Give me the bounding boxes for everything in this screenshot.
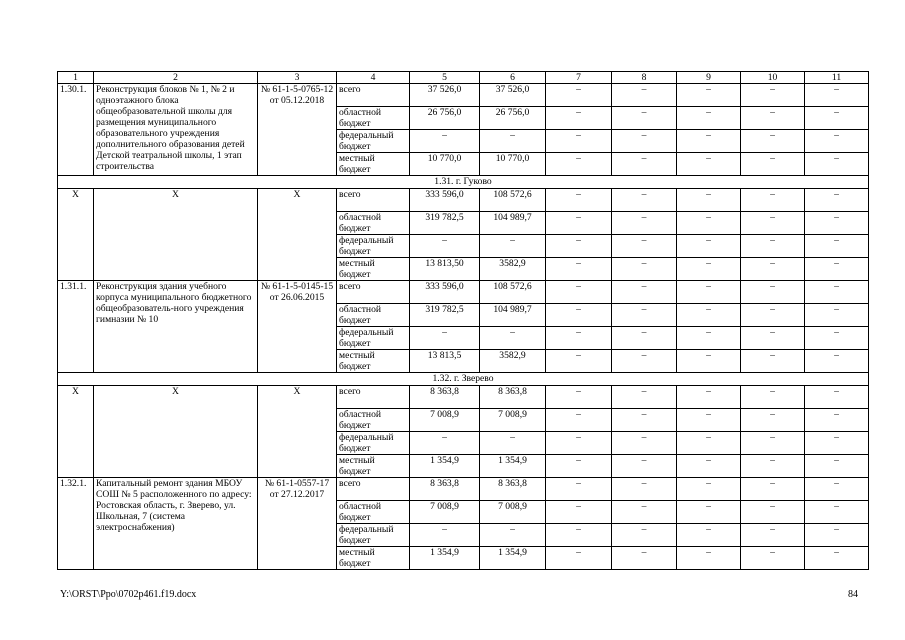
empty-value-cell: – (612, 432, 677, 455)
empty-value-cell: – (741, 107, 805, 130)
project-document: Х (258, 386, 337, 478)
empty-value-cell: – (546, 107, 612, 130)
empty-value-cell: – (805, 478, 869, 501)
empty-value-cell: – (546, 212, 612, 235)
empty-value-cell: – (612, 84, 677, 107)
object-name: Капитальный ремонт здания МБОУ СОШ № 5 расположенного по адресу: Ростовская область, г. Зверево, ул. Школьная, 7 (система электроснабжения) (94, 478, 258, 570)
total-cost-value: – (410, 327, 480, 350)
empty-value-cell: – (612, 350, 677, 373)
empty-value-cell: – (741, 524, 805, 547)
empty-value-cell: – (546, 409, 612, 432)
empty-value-cell: – (612, 258, 677, 281)
column-number: 3 (258, 72, 337, 84)
year-amount-value: 26 756,0 (480, 107, 546, 130)
funding-source: всего (337, 478, 410, 501)
funding-source: областной бюджет (337, 107, 410, 130)
empty-value-cell: – (805, 107, 869, 130)
funding-source: местный бюджет (337, 350, 410, 373)
empty-value-cell: – (612, 455, 677, 478)
empty-value-cell: – (612, 386, 677, 409)
year-amount-value: 3582,9 (480, 258, 546, 281)
total-cost-value: 319 782,5 (410, 304, 480, 327)
object-number: 1.30.1. (58, 84, 94, 176)
total-cost-value: 13 813,5 (410, 350, 480, 373)
total-cost-value: 333 596,0 (410, 281, 480, 304)
year-amount-value: 7 008,9 (480, 409, 546, 432)
empty-value-cell: – (741, 327, 805, 350)
year-amount-value: 37 526,0 (480, 84, 546, 107)
empty-value-cell: – (741, 235, 805, 258)
column-number: 1 (58, 72, 94, 84)
empty-value-cell: – (741, 547, 805, 570)
total-cost-value: – (410, 524, 480, 547)
table-row (58, 281, 869, 304)
empty-value-cell: – (805, 455, 869, 478)
column-number: 6 (480, 72, 546, 84)
empty-value-cell: – (805, 409, 869, 432)
funding-source: всего (337, 281, 410, 304)
total-cost-value: 1 354,9 (410, 455, 480, 478)
empty-value-cell: – (805, 189, 869, 212)
empty-value-cell: – (677, 478, 741, 501)
empty-value-cell: – (546, 478, 612, 501)
year-amount-value: 1 354,9 (480, 455, 546, 478)
empty-value-cell: – (546, 258, 612, 281)
empty-value-cell: – (741, 153, 805, 176)
empty-value-cell: – (677, 84, 741, 107)
column-number: 10 (741, 72, 805, 84)
empty-value-cell: – (677, 409, 741, 432)
empty-value-cell: – (612, 281, 677, 304)
table-row (58, 386, 869, 409)
empty-value-cell: – (741, 304, 805, 327)
total-cost-value: 26 756,0 (410, 107, 480, 130)
empty-value-cell: – (546, 547, 612, 570)
object-name: Х (94, 386, 258, 478)
empty-value-cell: – (805, 258, 869, 281)
column-number: 5 (410, 72, 480, 84)
year-amount-value: – (480, 327, 546, 350)
total-cost-value: – (410, 432, 480, 455)
table-row (58, 189, 869, 212)
empty-value-cell: – (677, 212, 741, 235)
empty-value-cell: – (805, 350, 869, 373)
year-amount-value: 10 770,0 (480, 153, 546, 176)
empty-value-cell: – (677, 235, 741, 258)
year-amount-value: – (480, 235, 546, 258)
empty-value-cell: – (612, 409, 677, 432)
empty-value-cell: – (546, 189, 612, 212)
year-amount-value: 104 989,7 (480, 212, 546, 235)
year-amount-value: 108 572,6 (480, 189, 546, 212)
total-cost-value: 7 008,9 (410, 501, 480, 524)
total-cost-value: 1 354,9 (410, 547, 480, 570)
funding-source: местный бюджет (337, 547, 410, 570)
empty-value-cell: – (805, 235, 869, 258)
empty-value-cell: – (677, 130, 741, 153)
funding-source: местный бюджет (337, 258, 410, 281)
project-document: № 61-1-0557-17 от 27.12.2017 (258, 478, 337, 570)
empty-value-cell: – (805, 212, 869, 235)
empty-value-cell: – (805, 130, 869, 153)
funding-source: областной бюджет (337, 409, 410, 432)
empty-value-cell: – (677, 107, 741, 130)
total-cost-value: 8 363,8 (410, 478, 480, 501)
column-number: 7 (546, 72, 612, 84)
object-name: Реконструкция здания учебного корпуса муниципального бюджетного общеобразователь-ного учреждения гимназии № 10 (94, 281, 258, 373)
empty-value-cell: – (612, 478, 677, 501)
empty-value-cell: – (677, 547, 741, 570)
budget-table (57, 71, 869, 570)
empty-value-cell: – (677, 258, 741, 281)
empty-value-cell: – (741, 478, 805, 501)
year-amount-value: 104 989,7 (480, 304, 546, 327)
file-path: Y:\ORST\Ppo\0702p461.f19.docx (60, 589, 197, 600)
empty-value-cell: – (805, 432, 869, 455)
table-row (58, 478, 869, 501)
year-amount-value: 8 363,8 (480, 478, 546, 501)
empty-value-cell: – (546, 130, 612, 153)
funding-source: местный бюджет (337, 153, 410, 176)
empty-value-cell: – (741, 189, 805, 212)
total-cost-value: 37 526,0 (410, 84, 480, 107)
empty-value-cell: – (546, 153, 612, 176)
object-name: Х (94, 189, 258, 281)
empty-value-cell: – (677, 386, 741, 409)
funding-source: федеральный бюджет (337, 524, 410, 547)
year-amount-value: 7 008,9 (480, 501, 546, 524)
column-number-row (58, 72, 869, 84)
year-amount-value: 8 363,8 (480, 386, 546, 409)
funding-source: областной бюджет (337, 212, 410, 235)
empty-value-cell: – (741, 501, 805, 524)
empty-value-cell: – (612, 327, 677, 350)
empty-value-cell: – (741, 281, 805, 304)
empty-value-cell: – (612, 524, 677, 547)
column-number: 8 (612, 72, 677, 84)
project-document: Х (258, 189, 337, 281)
total-cost-value: 7 008,9 (410, 409, 480, 432)
funding-source: всего (337, 386, 410, 409)
empty-value-cell: – (677, 189, 741, 212)
column-number: 11 (805, 72, 869, 84)
empty-value-cell: – (546, 386, 612, 409)
object-number: 1.31.1. (58, 281, 94, 373)
empty-value-cell: – (677, 501, 741, 524)
total-cost-value: 319 782,5 (410, 212, 480, 235)
section-title-row (58, 373, 869, 386)
empty-value-cell: – (741, 130, 805, 153)
year-amount-value: 3582,9 (480, 350, 546, 373)
empty-value-cell: – (612, 501, 677, 524)
total-cost-value: 10 770,0 (410, 153, 480, 176)
year-amount-value: 108 572,6 (480, 281, 546, 304)
empty-value-cell: – (805, 501, 869, 524)
table-body (58, 72, 869, 570)
empty-value-cell: – (546, 501, 612, 524)
empty-value-cell: – (612, 235, 677, 258)
empty-value-cell: – (546, 524, 612, 547)
funding-source: областной бюджет (337, 501, 410, 524)
object-name: Реконструкция блоков № 1, № 2 и одноэтажного блока общеобразовательной школы для размещения муниципального образовательного учреждения дополнительного образования детей Детской театральной школы, 1 этап строительства (94, 84, 258, 176)
object-number: Х (58, 189, 94, 281)
total-cost-value: 13 813,50 (410, 258, 480, 281)
funding-source: всего (337, 84, 410, 107)
empty-value-cell: – (805, 524, 869, 547)
section-title: 1.32. г. Зверево (58, 373, 869, 386)
section-title: 1.31. г. Гуково (58, 176, 869, 189)
empty-value-cell: – (741, 432, 805, 455)
empty-value-cell: – (805, 304, 869, 327)
total-cost-value: – (410, 130, 480, 153)
funding-source: федеральный бюджет (337, 130, 410, 153)
year-amount-value: 1 354,9 (480, 547, 546, 570)
empty-value-cell: – (546, 327, 612, 350)
total-cost-value: 333 596,0 (410, 189, 480, 212)
year-amount-value: – (480, 432, 546, 455)
empty-value-cell: – (612, 130, 677, 153)
empty-value-cell: – (546, 304, 612, 327)
empty-value-cell: – (741, 84, 805, 107)
empty-value-cell: – (677, 432, 741, 455)
funding-source: всего (337, 189, 410, 212)
funding-source: федеральный бюджет (337, 432, 410, 455)
empty-value-cell: – (741, 386, 805, 409)
empty-value-cell: – (677, 281, 741, 304)
empty-value-cell: – (546, 455, 612, 478)
empty-value-cell: – (612, 153, 677, 176)
empty-value-cell: – (546, 281, 612, 304)
empty-value-cell: – (677, 524, 741, 547)
column-number: 2 (94, 72, 258, 84)
funding-source: федеральный бюджет (337, 235, 410, 258)
empty-value-cell: – (612, 189, 677, 212)
empty-value-cell: – (612, 107, 677, 130)
section-title-row (58, 176, 869, 189)
total-cost-value: 8 363,8 (410, 386, 480, 409)
funding-source: федеральный бюджет (337, 327, 410, 350)
empty-value-cell: – (612, 547, 677, 570)
funding-source: местный бюджет (337, 455, 410, 478)
column-number: 4 (337, 72, 410, 84)
empty-value-cell: – (546, 350, 612, 373)
empty-value-cell: – (612, 304, 677, 327)
empty-value-cell: – (546, 235, 612, 258)
object-number: Х (58, 386, 94, 478)
table-row (58, 84, 869, 107)
funding-source: областной бюджет (337, 304, 410, 327)
empty-value-cell: – (677, 350, 741, 373)
empty-value-cell: – (805, 547, 869, 570)
year-amount-value: – (480, 130, 546, 153)
column-number: 9 (677, 72, 741, 84)
project-document: № 61-1-5-0145-15 от 26.06.2015 (258, 281, 337, 373)
empty-value-cell: – (546, 84, 612, 107)
empty-value-cell: – (677, 153, 741, 176)
empty-value-cell: – (741, 455, 805, 478)
empty-value-cell: – (741, 258, 805, 281)
empty-value-cell: – (805, 84, 869, 107)
object-number: 1.32.1. (58, 478, 94, 570)
empty-value-cell: – (741, 409, 805, 432)
project-document: № 61-1-5-0765-12 от 05.12.2018 (258, 84, 337, 176)
empty-value-cell: – (677, 327, 741, 350)
empty-value-cell: – (741, 350, 805, 373)
empty-value-cell: – (805, 153, 869, 176)
empty-value-cell: – (546, 432, 612, 455)
empty-value-cell: – (805, 327, 869, 350)
empty-value-cell: – (805, 281, 869, 304)
empty-value-cell: – (805, 386, 869, 409)
total-cost-value: – (410, 235, 480, 258)
empty-value-cell: – (612, 212, 677, 235)
empty-value-cell: – (741, 212, 805, 235)
empty-value-cell: – (677, 455, 741, 478)
page-number: 84 (848, 589, 858, 600)
year-amount-value: – (480, 524, 546, 547)
empty-value-cell: – (677, 304, 741, 327)
